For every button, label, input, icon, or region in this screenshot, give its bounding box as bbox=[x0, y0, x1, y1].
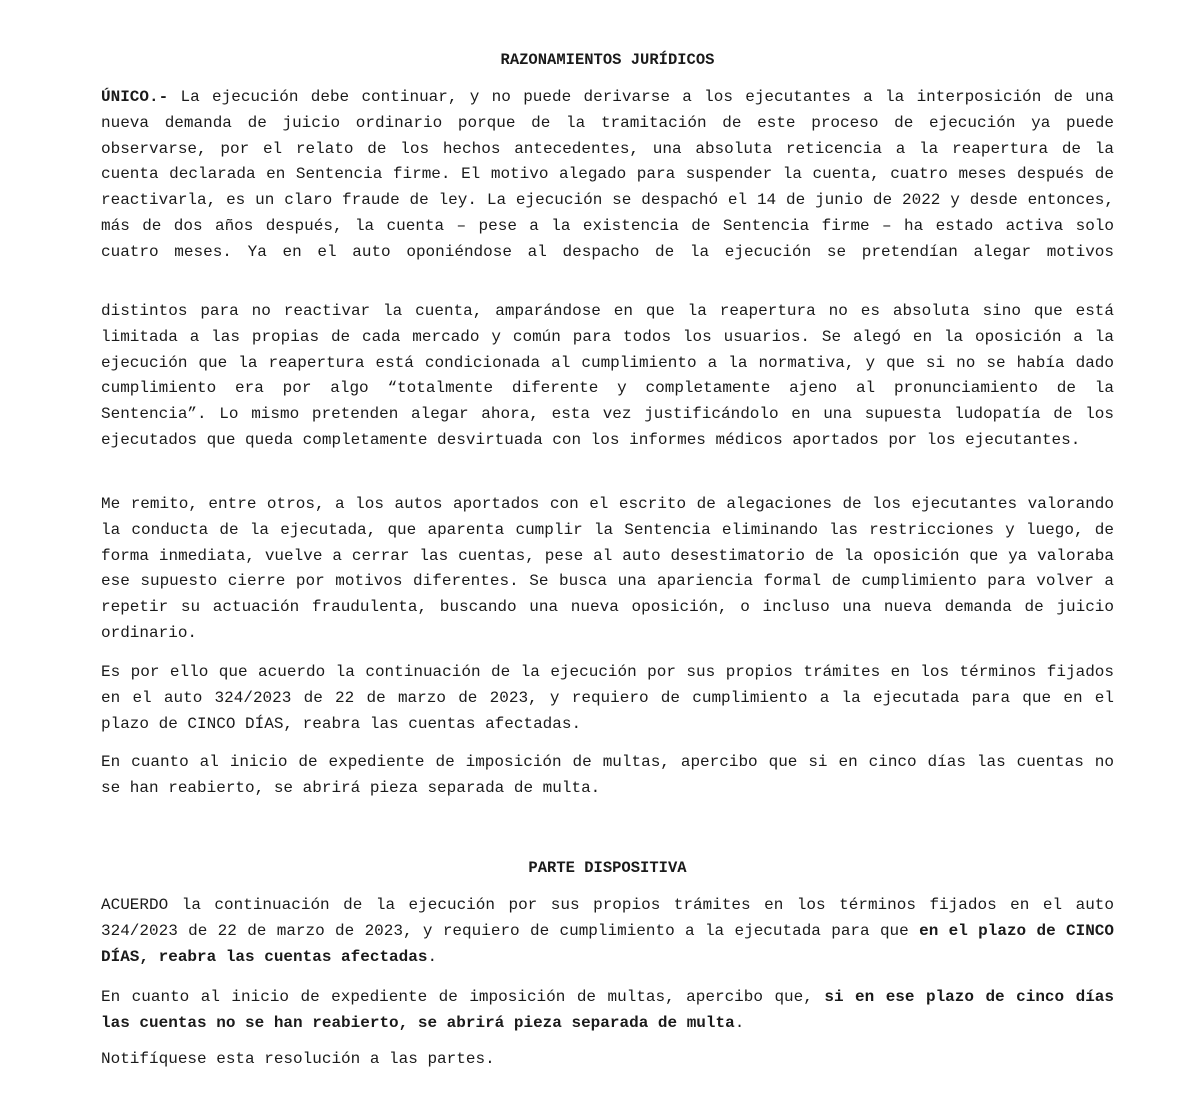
paragraph-acuerdo bbox=[101, 893, 1114, 970]
paragraph-unico bbox=[101, 85, 1114, 266]
paragraph-distintos: distintos para no reactivar la cuenta, amparándose en que la reapertura no es absoluta sino que está limitada a las propias de cada mercado y común para todos los usuarios. Se alegó en la oposición a la ejecución que la reapertura está condicionada al cumplimiento a la normativa, y que si no se había dado cumplimiento era por algo “totalmente diferente y completamente ajeno al pronunciamiento de la Sentencia”. Lo mismo pretenden alegar ahora, esta vez justificándolo en una supuesta ludopatía de los ejecutados que queda completamente desvirtuada con los informes médicos aportados por los ejecutantes. bbox=[101, 302, 1114, 449]
paragraph-end: . bbox=[427, 947, 438, 966]
paragraph-text: En cuanto al inicio de expediente de imposición de multas, apercibo que, bbox=[101, 988, 825, 1006]
paragraph-notifiquese: Notifíquese esta resolución a las partes. bbox=[101, 1050, 495, 1068]
paragraph-text: ACUERDO la continuación de la ejecución por sus propios trámites en los términos fijados en el auto 324/2023 de 22 de marzo de 2023, y requiero de cumplimiento a la ejecutada para que bbox=[101, 896, 1114, 940]
paragraph-me-remito: Me remito, entre otros, a los autos aportados con el escrito de alegaciones de los ejecutantes valorando la conducta de la ejecutada, que aparenta cumplir la Sentencia eliminando las restricciones y luego, de forma inmediata, vuelve a cerrar las cuentas, pese al auto desestimatorio de la oposición que ya valoraba ese supuesto cierre por motivos diferentes. Se busca una apariencia formal de cumplimiento para volver a repetir su actuación fraudulenta, buscando una nueva oposición, o incluso una nueva demanda de juicio ordinario. bbox=[101, 495, 1114, 642]
paragraph-lead: ÚNICO.- bbox=[101, 88, 169, 106]
paragraph-multas: En cuanto al inicio de expediente de imposición de multas, apercibo que si en cinco días las cuentas no se han reabierto, se abrirá pieza separada de multa. bbox=[101, 753, 1114, 797]
paragraph-es-por-ello: Es por ello que acuerdo la continuación de la ejecución por sus propios trámites en los términos fijados en el auto 324/2023 de 22 de marzo de 2023, y requiero de cumplimiento a la ejecutada para que en el plazo de CINCO DÍAS, reabra las cuentas afectadas. bbox=[101, 663, 1114, 733]
section-heading-dispositiva: PARTE DISPOSITIVA bbox=[528, 859, 687, 877]
paragraph-emphasis: en el plazo de CINCO DÍAS, reabra las cuentas afectadas bbox=[101, 921, 1115, 966]
paragraph-apercibo bbox=[101, 985, 1114, 1037]
section-heading-razonamientos: RAZONAMIENTOS JURÍDICOS bbox=[500, 51, 715, 69]
paragraph-end: . bbox=[734, 1013, 745, 1032]
paragraph-emphasis: si en ese plazo de cinco días las cuentas no se han reabierto, se abrirá pieza separada de multa bbox=[101, 988, 1114, 1032]
paragraph-text: La ejecución debe continuar, y no puede derivarse a los ejecutantes a la interposición de una nueva demanda de juicio ordinario porque de la tramitación de este proceso de ejecución ya puede observarse, por el relato de los hechos antecedentes, una absoluta reticencia a la reapertura de la cuenta declarada en Sentencia firme. El motivo alegado para suspender la cuenta, cuatro meses después de reactivarla, es un claro fraude de ley. La ejecución se despachó el 14 de junio de 2022 y desde entonces, más de dos años después, la cuenta – pese a la existencia de Sentencia firme – ha estado activa solo cuatro meses. Ya en el auto oponiéndose al despacho de la ejecución se pretendían alegar motivos bbox=[101, 88, 1114, 261]
